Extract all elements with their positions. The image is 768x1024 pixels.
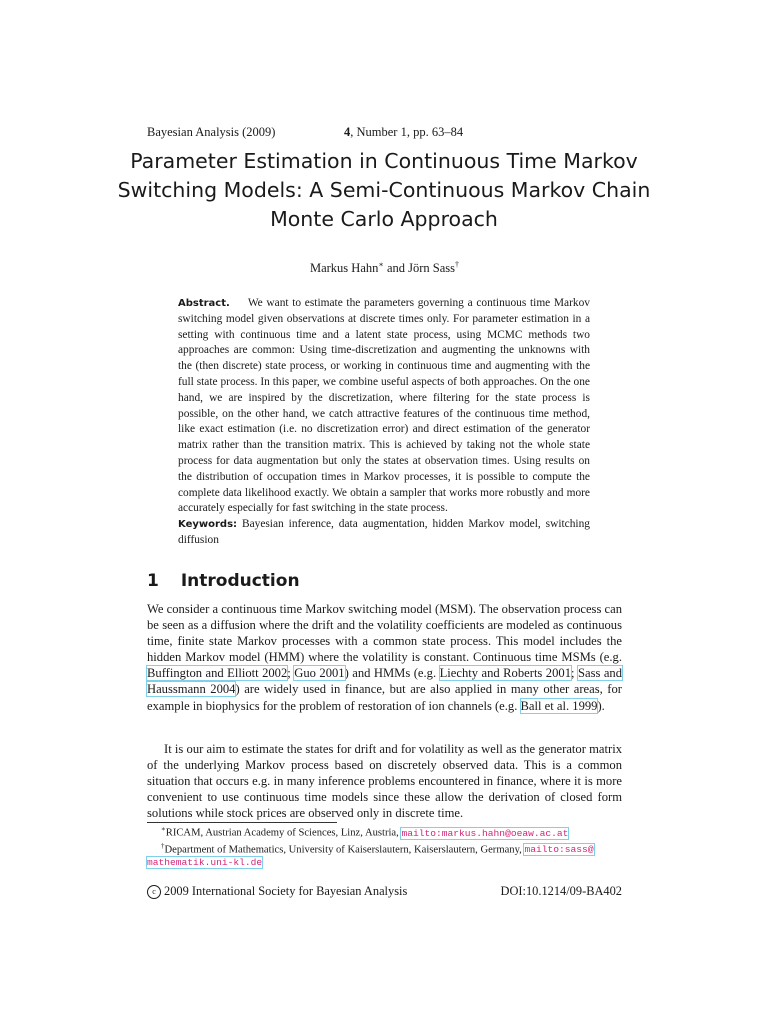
email-link-sass-part2[interactable]: mathematik.uni-kl.de: [147, 857, 263, 869]
footnote-2: [147, 840, 622, 857]
paragraph-text: ).: [597, 698, 605, 713]
volume-info: [344, 125, 463, 140]
footnote-1: [147, 823, 622, 840]
doi: DOI:10.1214/09-BA402: [500, 884, 622, 898]
keywords-label: Keywords:: [178, 519, 238, 530]
author-sass: Jörn Sass: [408, 261, 456, 276]
author-hahn: Markus Hahn: [309, 261, 379, 276]
volume-number: 4: [344, 125, 351, 139]
citation-separator: ;: [571, 666, 578, 681]
copyright-line: [147, 884, 407, 899]
copyright-icon: c: [147, 885, 161, 899]
paragraph-text: ) are widely used in finance, but are also applied in many other areas, for example in biophysics for the problem of restoration of ion channels (e.g.: [147, 682, 622, 713]
copyright-text: 2009 International Society for Bayesian Analysis: [164, 884, 408, 898]
abstract-text: We want to estimate the parameters governing a continuous time Markov switching model given observations at discrete times only. For parameter estimation in a setting with continuous time and a latent state process, using MCMC methods two approaches are common: Using time-discretization and augmenting the unknowns with the (then discrete) state process, or working in continuous time and augmenting with the full state process. In this paper, we combine useful aspects of both approaches. On the one hand, we are inspired by the discretization, where filtering for the state process is possible, on the other hand, we catch attractive features of the continuous time method, like exact estimation (i.e. no discretization error) and direct estimation of the generator matrix rather than the transition matrix. This is achieved by taking not the whole state process for data augmentation but only the states at observation times. Using results on the distribution of occupation times in Markov processes, it is possible to compute the complete data likelihood exactly. We obtain a sampler that works more robustly and more accurately especially for fast switching in the state process.: [178, 297, 590, 515]
footnote-1-text: RICAM, Austrian Academy of Sciences, Linz, Austria,: [165, 827, 402, 839]
section-heading-introduction: [147, 571, 300, 591]
citation-ball[interactable]: Ball et al. 1999: [520, 698, 598, 713]
footnotes: [147, 823, 622, 869]
author-mark-2[interactable]: †: [455, 260, 460, 269]
email-link-hahn[interactable]: mailto:markus.hahn@oeaw.ac.at: [401, 827, 569, 839]
footnote-2-cont: [147, 856, 622, 869]
issue-pages: , Number 1, pp. 63–84: [350, 125, 464, 139]
email-link-sass-part1[interactable]: mailto:sass@: [524, 844, 594, 856]
section-number: 1: [147, 571, 159, 591]
intro-paragraph-2: It is our aim to estimate the states for drift and for volatility as well as the generator matrix of the underlying Markov process based on discretely observed data. This is a common situation that occurs e.g. in many inference problems encountered in finance, where it is more convenient to use continuous time models since these allow the derivation of closed form solutions while stock prices are observed only in discrete time.: [147, 742, 622, 821]
footnote-mark-2: †: [161, 841, 165, 850]
author-conjunction: and: [383, 261, 409, 276]
abstract: [178, 296, 590, 517]
journal-name: Bayesian Analysis (2009): [147, 125, 276, 139]
author-mark-1[interactable]: ∗: [378, 260, 384, 269]
keywords-text: Bayesian inference, data augmentation, hidden Markov model, switching diffusion: [178, 518, 590, 546]
footnote-2-text: Department of Mathematics, University of Kaiserslautern, Kaiserslautern, Germany,: [164, 844, 525, 856]
citation-liechty-roberts[interactable]: Liechty and Roberts 2001: [439, 666, 571, 681]
citation-sass-haussmann[interactable]: Sass and Haussmann 2004: [147, 666, 623, 697]
author-line: [147, 260, 622, 276]
intro-paragraph-1: [147, 601, 622, 714]
paper-title: Parameter Estimation in Continuous Time Markov Switching Models: A Semi-Continuous Markov Chain Monte Carlo Approach: [117, 149, 651, 231]
abstract-label: Abstract.: [178, 298, 230, 309]
footnote-mark-1: ∗: [161, 825, 166, 833]
paragraph-text: We consider a continuous time Markov switching model (MSM). The observation process can be seen as a diffusion where the drift and the volatility coefficients are modeled as continuous time, finite state Markov processes with a common state process. This model includes the hidden Markov model (HMM) where the volatility is constant. Continuous time MSMs (e.g.: [147, 602, 622, 665]
section-title: Introduction: [180, 571, 300, 591]
keywords: [178, 517, 590, 549]
citation-guo[interactable]: Guo 2001: [294, 666, 345, 681]
paragraph-text: ) and HMMs (e.g.: [344, 666, 440, 681]
citation-separator: ;: [287, 666, 295, 681]
citation-buffington-elliott[interactable]: Buffington and Elliott 2002: [147, 666, 288, 681]
